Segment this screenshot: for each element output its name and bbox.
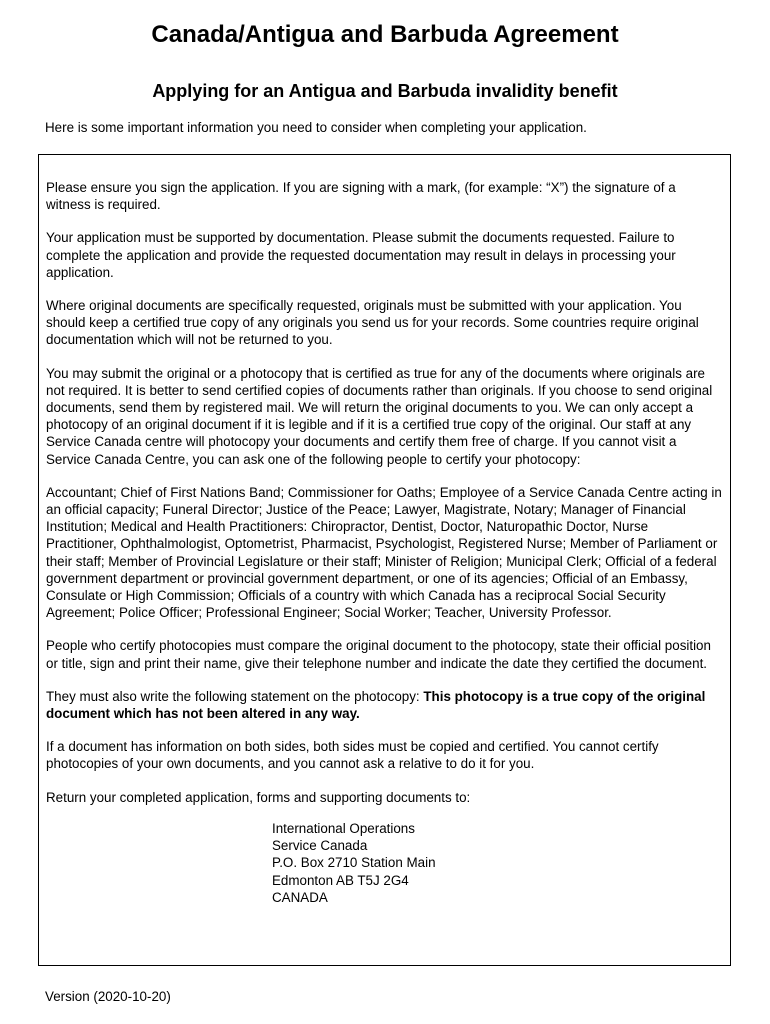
page-subtitle: Applying for an Antigua and Barbuda invalidity benefit — [152, 81, 618, 101]
address-line: Edmonton AB T5J 2G4 — [272, 872, 409, 888]
statement-lead: They must also write the following statement on the photocopy: — [46, 688, 424, 704]
original-documents-paragraph: Where original documents are specifically requested, originals must be submitted with your application. You should keep a certified true copy of any originals you send us for your records. Some countries require original documentation which will not be returned to you. — [46, 298, 699, 348]
statement-paragraph — [46, 688, 722, 722]
photocopy-paragraph: You may submit the original or a photocopy that is certified as true for any of the documents where originals are not required. It is better to send certified copies of documents rather than originals. If you choose to send original documents, send them by registered mail. We will return the original documents to you. We can only accept a photocopy of an original document if it is legible and if it is a certified true copy of the original. Our staff at any Service Canada centre will photocopy your documents and certify them free of charge. If you cannot visit a Service Canada Centre, you can ask one of the following people to certify your photocopy: — [46, 365, 713, 467]
address-line: Service Canada — [272, 838, 368, 854]
signature-paragraph: Please ensure you sign the application. If you are signing with a mark, (for example: “X”) the signature of a witness is required. — [46, 180, 676, 213]
return-paragraph: Return your completed application, forms and supporting documents to: — [46, 789, 471, 805]
address-line: International Operations — [272, 820, 415, 836]
certification-requirements-paragraph: People who certify photocopies must compare the original document to the photocopy, state their official position or title, sign and print their name, give their telephone number and indicate the date they certified the document. — [46, 638, 711, 671]
mailing-address — [272, 820, 722, 906]
version-label: Version (2020-10-20) — [45, 989, 171, 1004]
address-line: P.O. Box 2710 Station Main — [272, 855, 436, 871]
intro-text: Here is some important information you need to consider when completing your application. — [45, 120, 587, 135]
certifiers-list-paragraph: Accountant; Chief of First Nations Band; Commissioner for Oaths; Employee of a Service Canada Centre acting in an official capacity; Funeral Director; Justice of the Peace; Lawyer, Magistrate, Notary; Manager of Financial Institution; Medical and Health Practitioners: Chiropractor, Dentist, Doctor, Naturopathic Doctor, Nurse Practitioner, Ophthalmologist, Optometrist, Pharmacist, Psychologist, Registered Nurse; Member of Parliament or their staff; Member of Provincial Legislature or their staff; Minister of Religion; Municipal Clerk; Official of a federal government department or provincial government department, or one of its agencies; Official of an Embassy, Consulate or High Commission; Officials of a country with which Canada has a reciprocal Social Security Agreement; Police Officer; Professional Engineer; Social Worker; Teacher, University Professor. — [46, 484, 722, 621]
page-title: Canada/Antigua and Barbuda Agreement — [151, 21, 619, 48]
information-box — [38, 154, 731, 966]
documentation-paragraph: Your application must be supported by documentation. Please submit the documents requested. Failure to complete the application and provide the requested documentation may result in delays in processing your application. — [46, 230, 676, 280]
address-line: CANADA — [272, 889, 328, 905]
both-sides-paragraph: If a document has information on both sides, both sides must be copied and certified. You cannot certify photocopies of your own documents, and you cannot ask a relative to do it for you. — [46, 739, 659, 772]
statement-bold: This photocopy is a true copy of the original document which has not been altered in any way. — [46, 688, 706, 722]
